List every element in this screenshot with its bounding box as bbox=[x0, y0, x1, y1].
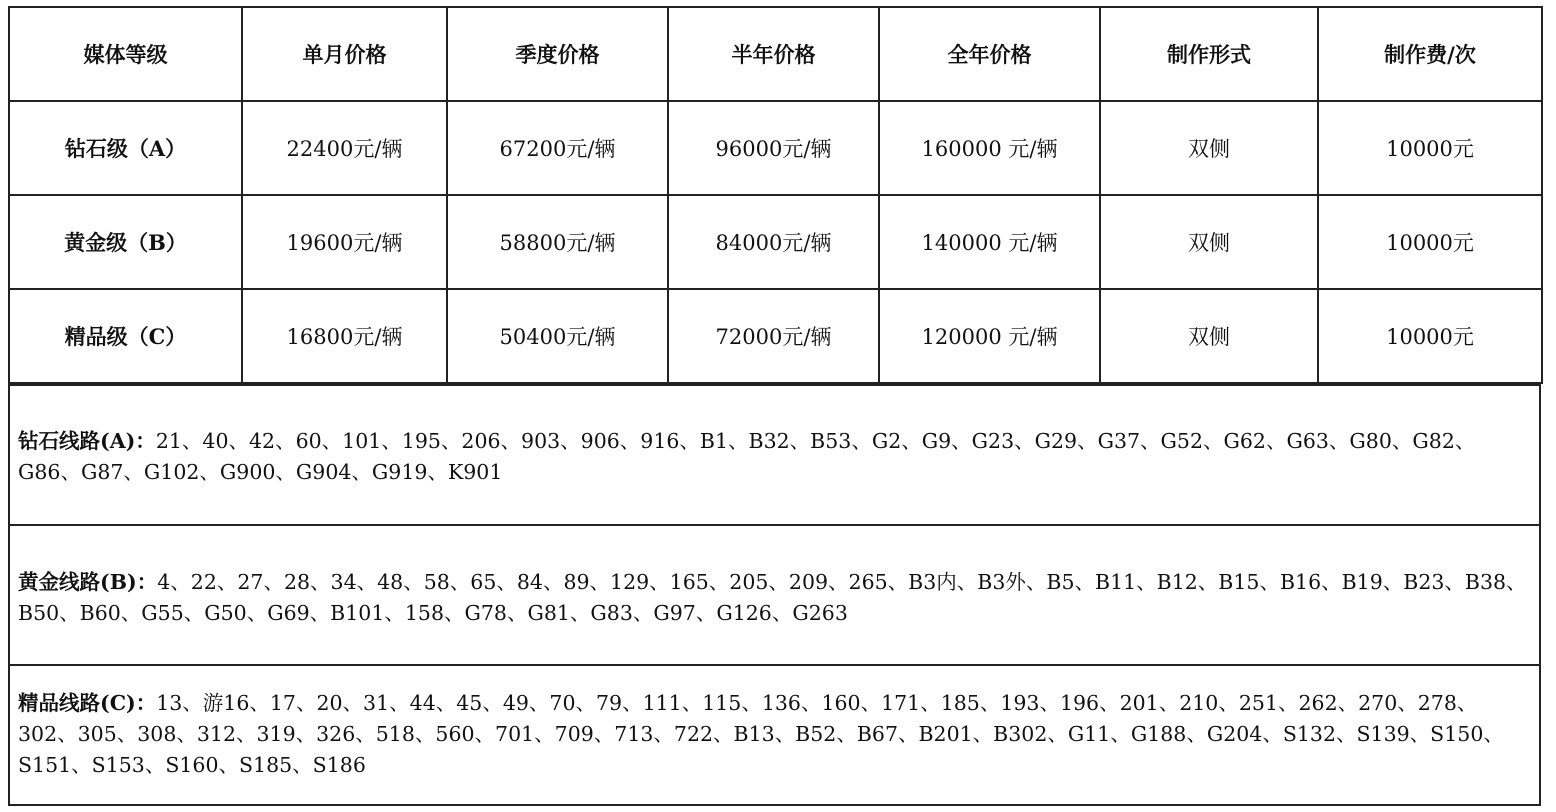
quarterly-price-cell: 58800元/辆 bbox=[447, 195, 668, 289]
price-table-container bbox=[8, 6, 1541, 803]
production-form-cell: 双侧 bbox=[1100, 195, 1318, 289]
production-fee-cell: 10000元 bbox=[1318, 195, 1542, 289]
production-fee-cell: 10000元 bbox=[1318, 289, 1542, 383]
price-table bbox=[8, 6, 1543, 384]
table-row bbox=[9, 101, 1542, 195]
annual-price-cell: 160000 元/辆 bbox=[879, 101, 1100, 195]
route-block-premium bbox=[10, 664, 1539, 804]
production-form-cell: 双侧 bbox=[1100, 101, 1318, 195]
header-cell: 季度价格 bbox=[447, 7, 668, 101]
header-cell: 制作费/次 bbox=[1318, 7, 1542, 101]
grade-cell: 黄金级（B） bbox=[9, 195, 242, 289]
route-list: 13、游16、17、20、31、44、45、49、70、79、111、115、136、160、171、185、193、196、201、210、251、262、270、278、302、305、308、312、319、326、518、560、701、709、713、722、B13、B52、B67、B201、B302、G11、G188、G204、S132、S139、S150、S151、S153、S160、S185、S186 bbox=[18, 691, 1504, 777]
table-row bbox=[9, 289, 1542, 383]
monthly-price-cell: 19600元/辆 bbox=[242, 195, 447, 289]
header-cell: 单月价格 bbox=[242, 7, 447, 101]
route-list: 21、40、42、60、101、195、206、903、906、916、B1、B32、B53、G2、G9、G23、G29、G37、G52、G62、G63、G80、G82、G86、G87、G102、G900、G904、G919、K901 bbox=[18, 429, 1476, 484]
half-year-price-cell: 96000元/辆 bbox=[668, 101, 879, 195]
route-label: 精品线路(C)： bbox=[18, 691, 157, 715]
routes-section bbox=[8, 384, 1541, 806]
route-label: 钻石线路(A)： bbox=[18, 429, 156, 453]
grade-cell: 精品级（C） bbox=[9, 289, 242, 383]
production-fee-cell: 10000元 bbox=[1318, 101, 1542, 195]
half-year-price-cell: 84000元/辆 bbox=[668, 195, 879, 289]
route-block-gold bbox=[10, 524, 1539, 664]
monthly-price-cell: 22400元/辆 bbox=[242, 101, 447, 195]
annual-price-cell: 140000 元/辆 bbox=[879, 195, 1100, 289]
grade-cell: 钻石级（A） bbox=[9, 101, 242, 195]
route-list: 4、22、27、28、34、48、58、65、84、89、129、165、205、209、265、B3内、B3外、B5、B11、B12、B15、B16、B19、B23、B38、B50、B60、G55、G50、G69、B101、158、G78、G81、G83、G97、G126、G263 bbox=[18, 570, 1527, 625]
route-label: 黄金线路(B)： bbox=[18, 570, 158, 594]
quarterly-price-cell: 50400元/辆 bbox=[447, 289, 668, 383]
header-cell: 半年价格 bbox=[668, 7, 879, 101]
quarterly-price-cell: 67200元/辆 bbox=[447, 101, 668, 195]
half-year-price-cell: 72000元/辆 bbox=[668, 289, 879, 383]
header-cell: 全年价格 bbox=[879, 7, 1100, 101]
table-header-row bbox=[9, 7, 1542, 101]
annual-price-cell: 120000 元/辆 bbox=[879, 289, 1100, 383]
header-cell: 媒体等级 bbox=[9, 7, 242, 101]
monthly-price-cell: 16800元/辆 bbox=[242, 289, 447, 383]
table-row bbox=[9, 195, 1542, 289]
route-block-diamond bbox=[10, 384, 1539, 524]
production-form-cell: 双侧 bbox=[1100, 289, 1318, 383]
header-cell: 制作形式 bbox=[1100, 7, 1318, 101]
